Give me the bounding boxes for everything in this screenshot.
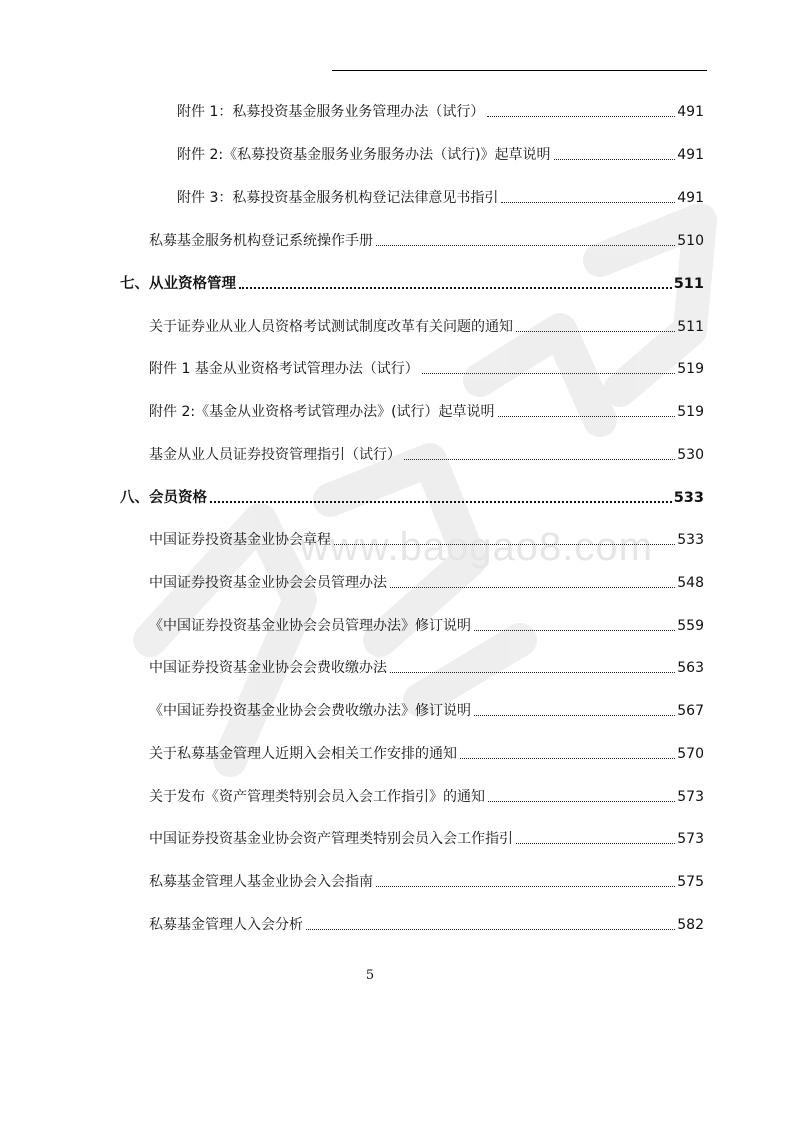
dot-leader — [487, 116, 675, 117]
toc-entry[interactable] — [149, 570, 704, 592]
toc-entry-page: 573 — [677, 831, 704, 847]
toc-section[interactable] — [120, 485, 704, 507]
toc-entry-page: 530 — [677, 447, 704, 463]
toc-entry-page: 563 — [677, 660, 704, 676]
toc-entry-title: 附件 1：私募投资基金服务业务管理办法（试行） — [177, 104, 485, 120]
toc-entry-title: 中国证券投资基金业协会会员管理办法 — [149, 575, 387, 591]
dot-leader — [516, 843, 675, 844]
dot-leader — [239, 287, 672, 289]
dot-leader — [404, 459, 675, 460]
toc-entry-title: 附件 1 基金从业资格考试管理办法（试行） — [149, 361, 419, 377]
toc-entry-page: 567 — [677, 703, 704, 719]
toc-section-title: 八、会员资格 — [120, 490, 207, 506]
dot-leader — [390, 587, 675, 588]
toc-entry-title: 附件 3：私募投资基金服务机构登记法律意见书指引 — [177, 190, 499, 206]
toc-entry-page: 533 — [677, 532, 704, 548]
toc-entry[interactable] — [149, 741, 704, 763]
toc-entry[interactable] — [177, 99, 704, 121]
toc-entry[interactable] — [149, 228, 704, 250]
dot-leader — [488, 801, 675, 802]
toc-entry-title: 附件 2:《私募投资基金服务业务服务办法（试行)》起草说明 — [177, 147, 551, 163]
toc-entry[interactable] — [149, 912, 704, 934]
toc-entry-title: 《中国证券投资基金业协会会费收缴办法》修订说明 — [149, 703, 471, 719]
toc-entry[interactable] — [149, 826, 704, 848]
dot-leader — [474, 630, 675, 631]
dot-leader — [516, 331, 675, 332]
toc-entry-title: 《中国证券投资基金业协会会员管理办法》修订说明 — [149, 618, 471, 634]
toc-entry[interactable] — [149, 698, 704, 720]
toc-entry-page: 573 — [677, 789, 704, 805]
toc-entry[interactable] — [149, 869, 704, 891]
dot-leader — [474, 715, 675, 716]
dot-leader — [376, 245, 675, 246]
toc-section-page: 511 — [673, 276, 704, 292]
toc-entry-title: 私募基金管理人基金业协会入会指南 — [149, 874, 373, 890]
toc-entry-title: 中国证券投资基金业协会资产管理类特别会员入会工作指引 — [149, 831, 513, 847]
toc-entry[interactable] — [177, 185, 704, 207]
toc-entry-page: 570 — [677, 746, 704, 762]
toc-entry[interactable] — [149, 527, 704, 549]
toc-entry-page: 491 — [677, 104, 704, 120]
dot-leader — [498, 416, 676, 417]
toc-entry-page: 575 — [677, 874, 704, 890]
watermark-text: www.baogao8.com — [300, 525, 653, 569]
toc-entry-title: 关于发布《资产管理类特别会员入会工作指引》的通知 — [149, 789, 485, 805]
toc-entry-title: 关于证券业从业人员资格考试测试制度改革有关问题的通知 — [149, 319, 513, 335]
toc-entry-page: 510 — [677, 233, 704, 249]
toc-entry[interactable] — [149, 442, 704, 464]
dot-leader — [422, 373, 675, 374]
toc-entry-page: 559 — [677, 618, 704, 634]
toc-section-page: 533 — [673, 490, 704, 506]
dot-leader — [501, 202, 675, 203]
toc-entry-page: 548 — [677, 575, 704, 591]
toc-entry[interactable] — [177, 142, 704, 164]
toc-entry-page: 519 — [677, 361, 704, 377]
toc-entry[interactable] — [149, 399, 704, 421]
toc-entry[interactable] — [149, 613, 704, 635]
toc-entry-title: 关于私募基金管理人近期入会相关工作安排的通知 — [149, 746, 457, 762]
toc-entry-title: 基金从业人员证券投资管理指引（试行） — [149, 447, 401, 463]
toc-entry[interactable] — [149, 784, 704, 806]
toc-entry-title: 中国证券投资基金业协会章程 — [149, 532, 331, 548]
toc-entry-page: 491 — [677, 147, 704, 163]
toc-entry-title: 中国证券投资基金业协会会费收缴办法 — [149, 660, 387, 676]
dot-leader — [306, 929, 675, 930]
toc-entry-page: 511 — [677, 319, 704, 335]
toc-entry-page: 582 — [677, 917, 704, 933]
toc-entry[interactable] — [149, 314, 704, 336]
toc-entry-title: 私募基金管理人入会分析 — [149, 917, 303, 933]
toc-entry-page: 519 — [677, 404, 704, 420]
dot-leader — [210, 501, 672, 503]
dot-leader — [334, 544, 675, 545]
toc-entry[interactable] — [149, 655, 704, 677]
toc-section-title: 七、从业资格管理 — [120, 276, 236, 292]
header-rule — [332, 70, 707, 71]
toc-section[interactable] — [120, 271, 704, 293]
dot-leader — [460, 758, 675, 759]
toc-entry[interactable] — [149, 356, 704, 378]
page-number: 5 — [365, 968, 375, 983]
toc-entry-title: 附件 2:《基金从业资格考试管理办法》(试行）起草说明 — [149, 404, 495, 420]
toc-entry-page: 491 — [677, 190, 704, 206]
dot-leader — [390, 672, 675, 673]
toc-entry-title: 私募基金服务机构登记系统操作手册 — [149, 233, 373, 249]
dot-leader — [376, 886, 675, 887]
dot-leader — [554, 159, 676, 160]
